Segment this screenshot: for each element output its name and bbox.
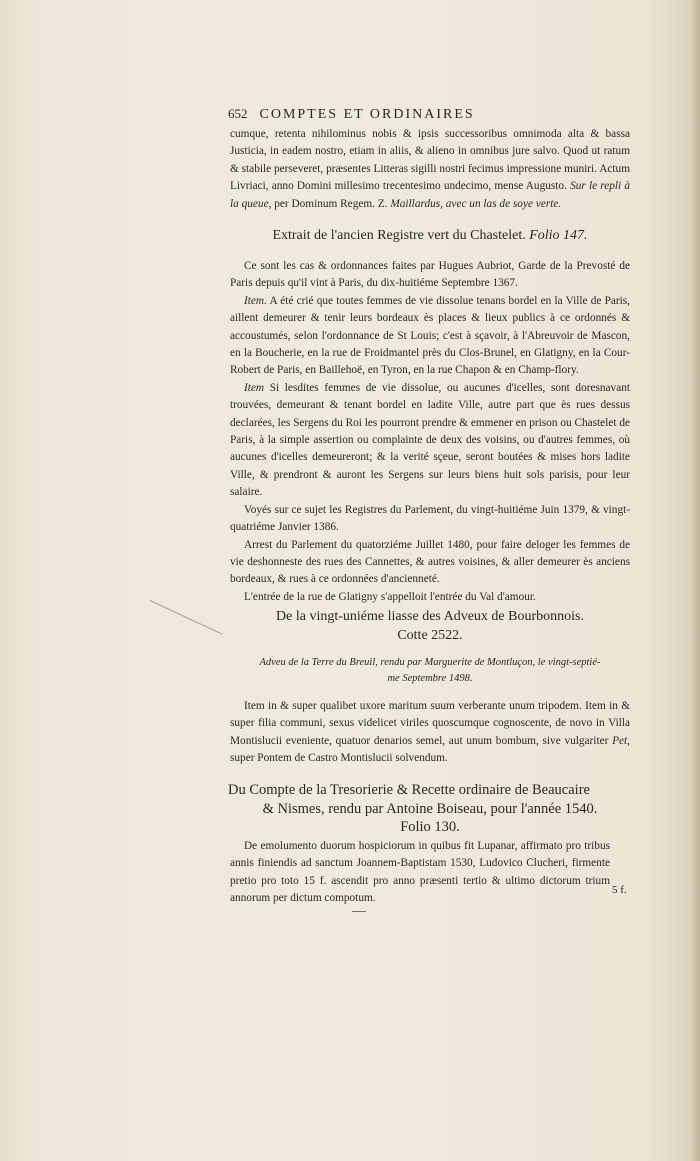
item-lead: Item xyxy=(244,381,265,394)
amount: 5 f. xyxy=(612,884,627,896)
paragraph: L'entrée de la rue de Glatigny s'appelloit l'entrée du Val d'amour. xyxy=(244,590,536,603)
paragraph: De emolumento duorum hospiciorum in quibus fit Lupanar, affirmato pro tribus annis finiendis ad sanctum Joannem-Baptistam 1530, Ludovico Clucheri, firmente pretio pro toto 15 f. ascendit pro anno præsenti tertio & ultimo dictorum trium annorum per dictum compotum. xyxy=(230,840,610,905)
section-heading-beaucaire xyxy=(228,781,632,837)
intro-italic: Sur le repli à la queue, xyxy=(230,180,631,210)
section-3-body xyxy=(230,838,610,908)
section-title: Du Compte de la Tresorierie & Recette ordinaire de Beaucaire xyxy=(228,782,590,798)
paragraph-italic: Pet, xyxy=(612,734,630,747)
section-cotte: Cotte 2522. xyxy=(397,628,463,643)
section-folio: Folio 147. xyxy=(529,228,588,243)
paragraph-text: Item in & super qualibet uxore maritum suum verberante unum tripodem. Item in & super filia communi, sexus videlicet viriles quoscumque cognoscente, de novo in Villa Montislucii eveniente, quatuor denarios semel, aut unum bombum, sive vulgariter xyxy=(230,700,630,747)
intro-italic-2: Maillardus, avec un las de soye verte. xyxy=(390,197,562,210)
running-title: COMPTES ET ORDINAIRES xyxy=(259,107,475,122)
paragraph xyxy=(230,698,630,768)
section-folio: Folio 130. xyxy=(400,819,460,835)
paragraph-tail: super Pontem de Castro Montislucii solvendum. xyxy=(230,752,448,765)
intro-tail: per Dominum Regem. Z. xyxy=(274,197,388,210)
section-title: Extrait de l'ancien Registre vert du Chastelet. xyxy=(272,228,526,243)
page-binding-shadow xyxy=(690,0,700,1161)
section-1-body xyxy=(230,258,630,606)
closing-rule xyxy=(352,911,366,912)
section-title: De la vingt-uniéme liasse des Adveux de Bourbonnois. xyxy=(276,609,584,624)
paragraph: Arrest du Parlement du quatorziéme Juillet 1480, pour faire deloger les femmes de vie deshonneste des rues des Cannettes, & autres voisines, & aller demeurer ès anciens bordeaux, & rues à ce ordonnées d'ancienneté. xyxy=(230,538,630,586)
subtitle-line: me Septembre 1498. xyxy=(387,673,473,684)
paragraph xyxy=(230,380,630,502)
intro-paragraph xyxy=(230,126,630,213)
paragraph xyxy=(230,293,630,380)
section-title-cont: & Nismes, rendu par Antoine Boiseau, pour l'année 1540. xyxy=(262,800,598,817)
item-lead: Item. xyxy=(244,294,267,307)
paragraph: Voyés sur ce sujet les Registres du Parlement, du vingt-huitiéme Juin 1379, & vingt-quatriéme Janvier 1386. xyxy=(230,503,630,534)
page-number: 652 xyxy=(228,106,248,121)
subtitle-line: Adveu de la Terre du Breuil, rendu par Marguerite de Montluçon, le vingt-septié- xyxy=(259,657,601,668)
section-2-subtitle xyxy=(230,655,630,687)
margin-mark xyxy=(150,600,223,635)
section-heading-bourbonnois xyxy=(230,607,630,645)
intro-text: cumque, retenta nihilominus nobis & ipsis successoribus omnimoda alta & bassa Justicia, in eadem nostro, etiam in aliis, & alieno in omnibus jure salvo. Quod ut ratum & stabile perseveret, præsentes Litteras sigilli nostri fecimus impressione muniri. Actum Livriaci, anno Domini millesimo trecentesimo undecimo, mense Augusto. xyxy=(230,128,630,193)
paragraph: Ce sont les cas & ordonnances faites par Hugues Aubriot, Garde de la Prevosté de Paris depuis qu'il vint à Paris, du dix-huitiéme Septembre 1367. xyxy=(230,260,630,290)
section-2-body xyxy=(230,698,630,768)
paragraph-text: Si lesdites femmes de vie dissolue, ou aucunes d'icelles, sont doresnavant trouvées, demeurant & tenant bordel en ladite Ville, autre part que ès rues dessus declarées, les Sergens du Roi les pourront prendre & emmener en prison ou Chastelet de Paris, à la simple assertion ou complainte de deux des voisins, ou d'autres femmes, où aucunes d'icelles demeureront; & la verité sçeue, seront boutées & mises hors ladite Ville, & prendront & auront les Sergens sur leurs biens huit sols parisis, pour leur salaire. xyxy=(230,381,630,499)
running-header xyxy=(228,106,608,123)
section-heading-chastelet xyxy=(230,226,630,245)
paragraph-text: A été crié que toutes femmes de vie dissolue tenans bordel en la Ville de Paris, aillent demeurer & tenir leurs bordeaux ès places & lieux publics à ce ordonnés & accoustumés, selon l'ordonnance de St Louis; c'est à sçavoir, à l'Abreuvoir de Mascon, en la Boucherie, en la rue de Froidmantel près du Clos-Brunel, en Glatigny, en la Cour-Robert de Paris, en Baillehoë, en Tyron, en la rue Chapon & en Champ-flory. xyxy=(230,294,630,377)
